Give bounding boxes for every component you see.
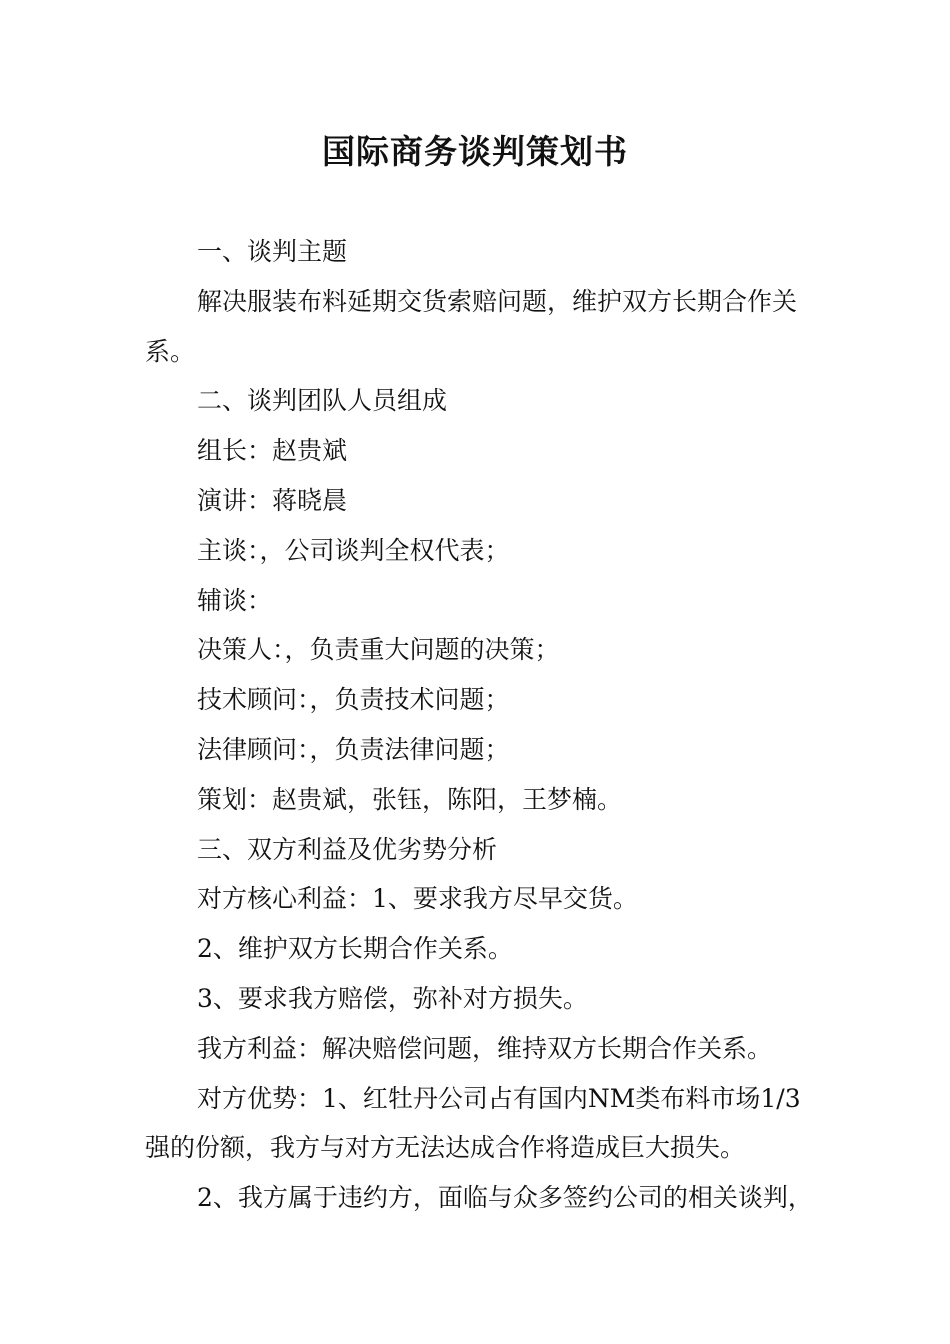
team-main-negotiator: 主谈：，公司谈判全权代表； [197, 535, 510, 565]
heading-topic: 一、谈判主题 [197, 237, 348, 266]
our-interest: 我方利益：解决赔偿问题，维持双方长期合作关系。 [197, 1033, 773, 1063]
paragraph-topic: 解决服装布料延期交货索赔问题，维护双方长期合作关系。 [145, 286, 798, 366]
counterpart-interest-3: 3、要求我方赔偿，弥补对方损失。 [197, 983, 588, 1013]
team-technical-advisor: 技术顾问：，负责技术问题； [197, 685, 510, 715]
document-body [145, 227, 815, 1223]
heading-analysis: 三、双方利益及优劣势分析 [197, 834, 498, 864]
counterpart-advantage-2: 2、我方属于违约方，面临与众多签约公司的相关谈判， [197, 1183, 813, 1213]
team-legal-advisor: 法律顾问：，负责法律问题； [197, 734, 510, 764]
counterpart-interest-1: 对方核心利益：1、要求我方尽早交货。 [197, 884, 638, 914]
document-title: 国际商务谈判策划书 [322, 132, 628, 171]
heading-team: 二、谈判团队人员组成 [197, 386, 448, 416]
team-decision-maker: 决策人：，负责重大问题的决策； [197, 635, 560, 665]
team-assistant: 辅谈： [197, 585, 273, 615]
team-speaker: 演讲：蒋晓晨 [197, 485, 348, 515]
team-planners: 策划：赵贵斌，张钰，陈阳，王梦楠。 [197, 784, 623, 814]
counterpart-advantage-1: 对方优势：1、红牡丹公司占有国内NM类布料市场1/3强的份额，我方与对方无法达成合作将造成巨大损失。 [145, 1083, 801, 1163]
team-leader: 组长：赵贵斌 [197, 436, 348, 466]
counterpart-interest-2: 2、维护双方长期合作关系。 [197, 934, 513, 964]
